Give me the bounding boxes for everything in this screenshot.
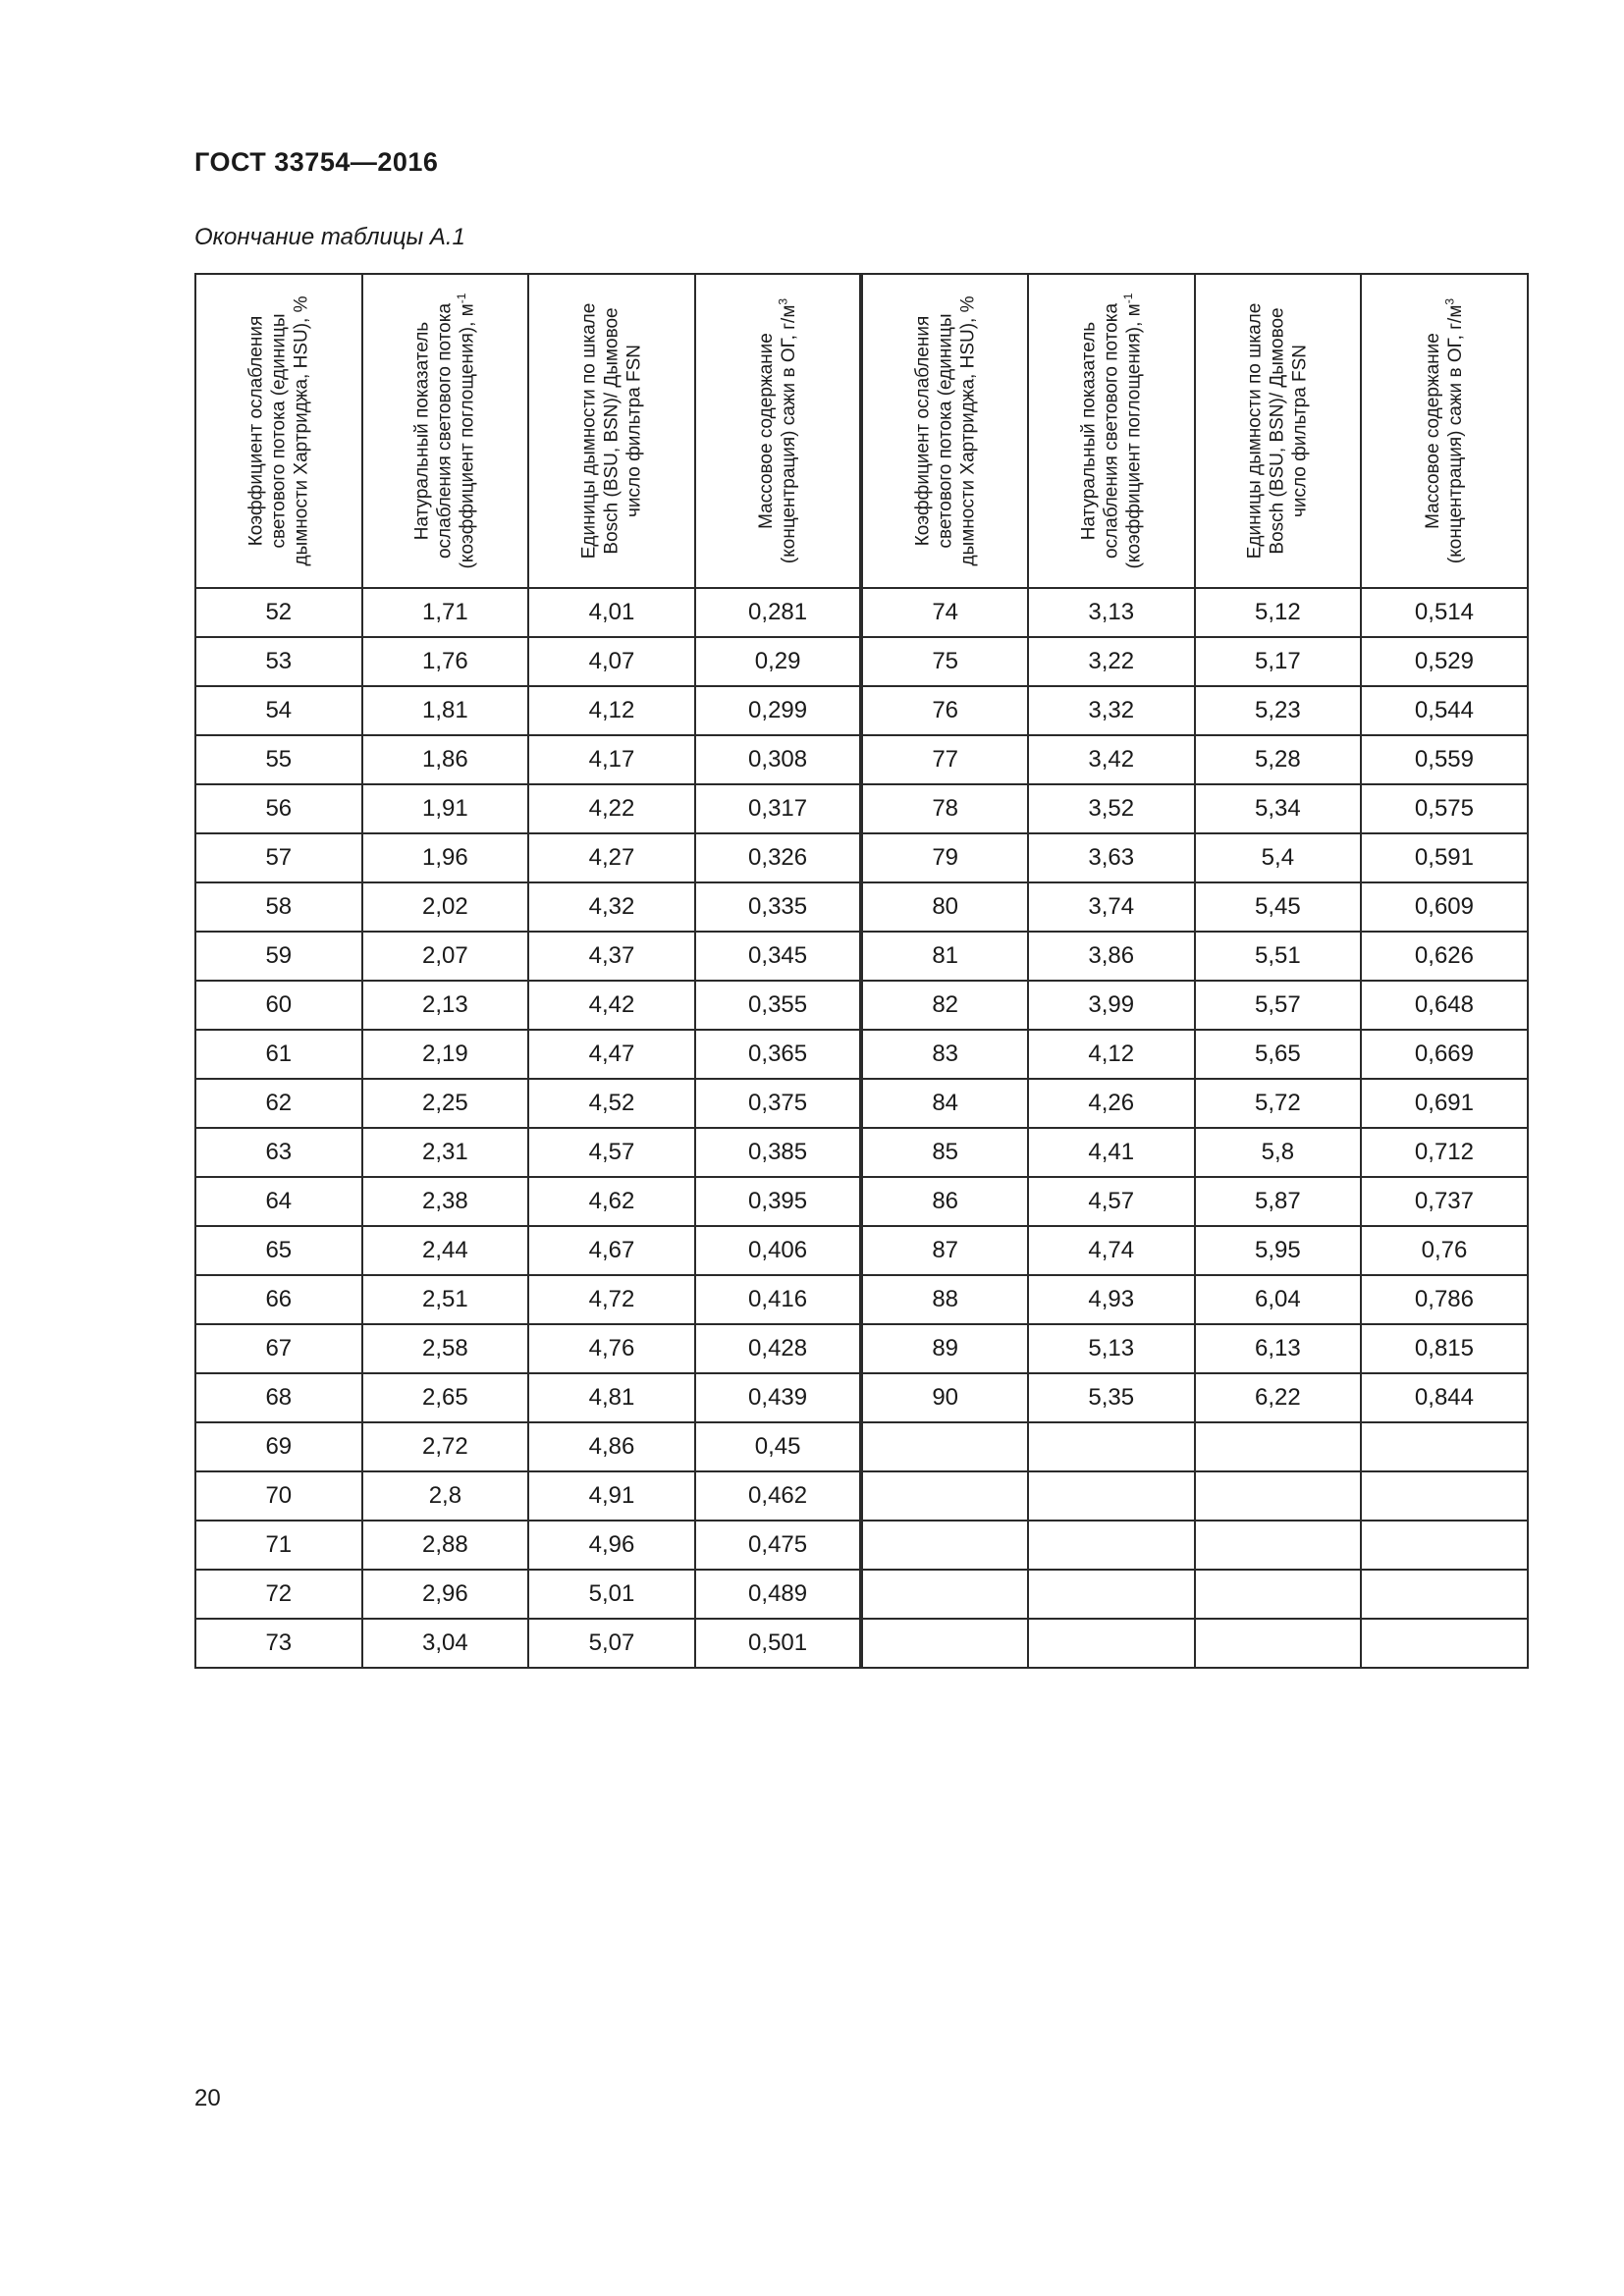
table-cell: 1,96 xyxy=(362,833,529,882)
table-cell xyxy=(1195,1570,1362,1619)
table-cell xyxy=(1028,1521,1195,1570)
column-header xyxy=(1195,274,1362,588)
table-cell: 3,86 xyxy=(1028,932,1195,981)
table-row xyxy=(195,1177,1528,1226)
table-cell: 2,19 xyxy=(362,1030,529,1079)
table-cell: 0,365 xyxy=(695,1030,862,1079)
table-cell: 2,13 xyxy=(362,981,529,1030)
table-cell: 3,32 xyxy=(1028,686,1195,735)
table-cell: 6,13 xyxy=(1195,1324,1362,1373)
table-cell: 4,62 xyxy=(528,1177,695,1226)
table-cell: 2,58 xyxy=(362,1324,529,1373)
table-cell: 4,37 xyxy=(528,932,695,981)
table-cell: 0,691 xyxy=(1361,1079,1528,1128)
table-cell: 3,74 xyxy=(1028,882,1195,932)
table-cell: 75 xyxy=(861,637,1028,686)
table-cell: 0,559 xyxy=(1361,735,1528,784)
table-cell: 4,22 xyxy=(528,784,695,833)
table-cell: 0,428 xyxy=(695,1324,862,1373)
table-cell xyxy=(1361,1422,1528,1471)
table-cell: 4,93 xyxy=(1028,1275,1195,1324)
table-cell: 5,34 xyxy=(1195,784,1362,833)
table-cell: 5,72 xyxy=(1195,1079,1362,1128)
table-cell: 2,8 xyxy=(362,1471,529,1521)
table-cell: 87 xyxy=(861,1226,1028,1275)
table-row xyxy=(195,1275,1528,1324)
table-row xyxy=(195,833,1528,882)
table-row xyxy=(195,882,1528,932)
data-table xyxy=(194,273,1529,1669)
table-cell: 3,52 xyxy=(1028,784,1195,833)
column-header-label xyxy=(411,289,479,573)
table-row xyxy=(195,1030,1528,1079)
table-cell xyxy=(1195,1619,1362,1668)
table-cell: 0,815 xyxy=(1361,1324,1528,1373)
table-cell: 4,26 xyxy=(1028,1079,1195,1128)
table-cell: 0,475 xyxy=(695,1521,862,1570)
table-cell xyxy=(1361,1619,1528,1668)
unit-superscript: 3 xyxy=(776,297,790,305)
table-cell: 2,65 xyxy=(362,1373,529,1422)
table-cell: 2,38 xyxy=(362,1177,529,1226)
table-cell: 86 xyxy=(861,1177,1028,1226)
table-cell: 65 xyxy=(195,1226,362,1275)
table-row xyxy=(195,1619,1528,1668)
table-cell: 3,42 xyxy=(1028,735,1195,784)
column-header-text: Натуральный показатель ослабления светового потока (коэффициент поглощения), м xyxy=(411,302,478,569)
table-cell: 0,648 xyxy=(1361,981,1528,1030)
table-cell xyxy=(1195,1521,1362,1570)
table-cell: 53 xyxy=(195,637,362,686)
table-row xyxy=(195,1471,1528,1521)
column-header xyxy=(861,274,1028,588)
table-cell: 62 xyxy=(195,1079,362,1128)
table-cell: 4,12 xyxy=(528,686,695,735)
table-cell: 6,22 xyxy=(1195,1373,1362,1422)
table-cell: 0,45 xyxy=(695,1422,862,1471)
table-row xyxy=(195,588,1528,637)
table-body xyxy=(195,588,1528,1668)
column-header xyxy=(1028,274,1195,588)
table-cell: 3,13 xyxy=(1028,588,1195,637)
table-cell: 2,31 xyxy=(362,1128,529,1177)
column-header xyxy=(1361,274,1528,588)
column-header xyxy=(695,274,862,588)
table-row xyxy=(195,1226,1528,1275)
table-cell: 0,786 xyxy=(1361,1275,1528,1324)
table-cell xyxy=(1195,1422,1362,1471)
table-cell: 54 xyxy=(195,686,362,735)
table-cell: 5,12 xyxy=(1195,588,1362,637)
table-cell: 4,12 xyxy=(1028,1030,1195,1079)
table-cell: 0,489 xyxy=(695,1570,862,1619)
table-cell: 4,72 xyxy=(528,1275,695,1324)
table-cell: 83 xyxy=(861,1030,1028,1079)
table-cell: 5,01 xyxy=(528,1570,695,1619)
column-header-text: Единицы дымности по шкале Bosch (BSU, BSN)/ Дымовое число фильтра FSN xyxy=(1244,302,1311,560)
table-cell: 56 xyxy=(195,784,362,833)
column-header xyxy=(195,274,362,588)
table-cell: 0,544 xyxy=(1361,686,1528,735)
table-row xyxy=(195,1324,1528,1373)
table-cell: 89 xyxy=(861,1324,1028,1373)
table-cell: 0,29 xyxy=(695,637,862,686)
column-header-text: Натуральный показатель ослабления светового потока (коэффициент поглощения), м xyxy=(1078,302,1145,569)
table-cell: 3,99 xyxy=(1028,981,1195,1030)
table-cell: 58 xyxy=(195,882,362,932)
table-cell: 2,88 xyxy=(362,1521,529,1570)
table-cell: 74 xyxy=(861,588,1028,637)
column-header xyxy=(528,274,695,588)
table-cell: 5,57 xyxy=(1195,981,1362,1030)
table-cell: 0,737 xyxy=(1361,1177,1528,1226)
table-cell: 70 xyxy=(195,1471,362,1521)
table-cell: 0,529 xyxy=(1361,637,1528,686)
table-cell: 0,501 xyxy=(695,1619,862,1668)
table-cell: 0,317 xyxy=(695,784,862,833)
table-cell: 0,308 xyxy=(695,735,862,784)
unit-superscript: -1 xyxy=(1120,293,1135,304)
table-cell: 0,844 xyxy=(1361,1373,1528,1422)
table-cell: 4,42 xyxy=(528,981,695,1030)
table-cell xyxy=(861,1570,1028,1619)
table-cell: 6,04 xyxy=(1195,1275,1362,1324)
table-row xyxy=(195,981,1528,1030)
table-cell xyxy=(1361,1521,1528,1570)
table-cell: 2,25 xyxy=(362,1079,529,1128)
table-cell: 0,439 xyxy=(695,1373,862,1422)
table-cell xyxy=(1028,1422,1195,1471)
table-cell: 0,355 xyxy=(695,981,862,1030)
table-cell: 59 xyxy=(195,932,362,981)
table-cell: 0,406 xyxy=(695,1226,862,1275)
table-cell: 4,07 xyxy=(528,637,695,686)
table-cell: 0,335 xyxy=(695,882,862,932)
table-row xyxy=(195,1373,1528,1422)
document-title: ГОСТ 33754—2016 xyxy=(194,147,439,177)
table-cell: 1,81 xyxy=(362,686,529,735)
table-row xyxy=(195,1570,1528,1619)
table-cell: 4,41 xyxy=(1028,1128,1195,1177)
table-cell: 66 xyxy=(195,1275,362,1324)
column-header-label xyxy=(755,289,800,573)
table-cell: 64 xyxy=(195,1177,362,1226)
page-number: 20 xyxy=(194,2085,221,2111)
table-row xyxy=(195,637,1528,686)
table-cell: 0,669 xyxy=(1361,1030,1528,1079)
table-caption: Окончание таблицы А.1 xyxy=(194,224,465,250)
table-cell: 0,609 xyxy=(1361,882,1528,932)
table-cell: 0,385 xyxy=(695,1128,862,1177)
table-cell: 0,281 xyxy=(695,588,862,637)
table-cell: 84 xyxy=(861,1079,1028,1128)
column-header-text: Коэффициент ослабления светового потока (единицы дымности Хартриджа, HSU), % xyxy=(912,295,979,566)
table-cell xyxy=(1361,1471,1528,1521)
table-cell: 4,32 xyxy=(528,882,695,932)
table-cell: 1,86 xyxy=(362,735,529,784)
table-cell: 4,27 xyxy=(528,833,695,882)
table-cell: 4,67 xyxy=(528,1226,695,1275)
table-cell: 4,01 xyxy=(528,588,695,637)
table-cell: 4,57 xyxy=(528,1128,695,1177)
table-cell xyxy=(1195,1471,1362,1521)
table-cell: 1,91 xyxy=(362,784,529,833)
table-cell: 79 xyxy=(861,833,1028,882)
table-cell: 4,74 xyxy=(1028,1226,1195,1275)
column-header-label xyxy=(911,289,979,573)
table-cell xyxy=(861,1619,1028,1668)
table-cell: 0,76 xyxy=(1361,1226,1528,1275)
table-cell: 52 xyxy=(195,588,362,637)
table-cell: 1,76 xyxy=(362,637,529,686)
table-cell: 0,591 xyxy=(1361,833,1528,882)
table-cell: 3,04 xyxy=(362,1619,529,1668)
table-row xyxy=(195,1079,1528,1128)
table-cell: 5,28 xyxy=(1195,735,1362,784)
table-row xyxy=(195,686,1528,735)
table-cell xyxy=(861,1422,1028,1471)
table-cell: 0,395 xyxy=(695,1177,862,1226)
table-row xyxy=(195,1128,1528,1177)
table-cell: 2,96 xyxy=(362,1570,529,1619)
table-cell: 5,65 xyxy=(1195,1030,1362,1079)
table-cell: 2,51 xyxy=(362,1275,529,1324)
table-cell: 57 xyxy=(195,833,362,882)
table-cell: 2,02 xyxy=(362,882,529,932)
table-cell: 68 xyxy=(195,1373,362,1422)
table-cell: 0,299 xyxy=(695,686,862,735)
table-cell: 0,462 xyxy=(695,1471,862,1521)
column-header-label xyxy=(244,289,312,573)
header-row xyxy=(195,274,1528,588)
column-header-text: Массовое содержание (концентрация) сажи в ОГ, г/м xyxy=(756,304,800,564)
table-cell xyxy=(861,1471,1028,1521)
table-cell: 5,95 xyxy=(1195,1226,1362,1275)
table-cell: 2,72 xyxy=(362,1422,529,1471)
table-cell: 78 xyxy=(861,784,1028,833)
table-cell: 5,51 xyxy=(1195,932,1362,981)
table-cell: 0,375 xyxy=(695,1079,862,1128)
table-cell: 5,45 xyxy=(1195,882,1362,932)
table-cell xyxy=(861,1521,1028,1570)
table-cell: 4,57 xyxy=(1028,1177,1195,1226)
table-row xyxy=(195,932,1528,981)
table-cell: 69 xyxy=(195,1422,362,1471)
table-cell: 61 xyxy=(195,1030,362,1079)
column-header-label xyxy=(1077,289,1145,573)
table-cell: 80 xyxy=(861,882,1028,932)
table-cell: 4,91 xyxy=(528,1471,695,1521)
table-cell: 72 xyxy=(195,1570,362,1619)
column-header xyxy=(362,274,529,588)
table-cell: 4,96 xyxy=(528,1521,695,1570)
table-cell: 0,575 xyxy=(1361,784,1528,833)
column-header-label xyxy=(577,289,645,573)
unit-superscript: -1 xyxy=(455,293,469,304)
table-row xyxy=(195,784,1528,833)
column-header-label xyxy=(1244,289,1312,573)
table-cell: 2,07 xyxy=(362,932,529,981)
table-cell: 81 xyxy=(861,932,1028,981)
table-cell: 90 xyxy=(861,1373,1028,1422)
table-cell xyxy=(1028,1619,1195,1668)
table-cell: 60 xyxy=(195,981,362,1030)
table-cell: 5,35 xyxy=(1028,1373,1195,1422)
table-cell: 67 xyxy=(195,1324,362,1373)
table-cell: 5,8 xyxy=(1195,1128,1362,1177)
table-cell: 5,07 xyxy=(528,1619,695,1668)
table-cell: 3,63 xyxy=(1028,833,1195,882)
table-cell: 4,47 xyxy=(528,1030,695,1079)
unit-superscript: 3 xyxy=(1442,297,1457,305)
table-cell xyxy=(1028,1471,1195,1521)
table-cell: 3,22 xyxy=(1028,637,1195,686)
table-cell xyxy=(1361,1570,1528,1619)
table-cell: 71 xyxy=(195,1521,362,1570)
table-cell: 82 xyxy=(861,981,1028,1030)
column-header-label xyxy=(1422,289,1467,573)
column-header-text: Массовое содержание (концентрация) сажи в ОГ, г/м xyxy=(1422,304,1466,564)
table-cell: 76 xyxy=(861,686,1028,735)
table-cell xyxy=(1028,1570,1195,1619)
table-row xyxy=(195,1521,1528,1570)
table-cell: 5,87 xyxy=(1195,1177,1362,1226)
table-row xyxy=(195,735,1528,784)
table-cell: 0,416 xyxy=(695,1275,862,1324)
table-row xyxy=(195,1422,1528,1471)
table-cell: 4,81 xyxy=(528,1373,695,1422)
table-cell: 5,13 xyxy=(1028,1324,1195,1373)
table-cell: 77 xyxy=(861,735,1028,784)
table-cell: 0,514 xyxy=(1361,588,1528,637)
table-cell: 4,17 xyxy=(528,735,695,784)
table-cell: 0,345 xyxy=(695,932,862,981)
table-cell: 73 xyxy=(195,1619,362,1668)
table-cell: 0,326 xyxy=(695,833,862,882)
table-cell: 5,17 xyxy=(1195,637,1362,686)
table-cell: 5,23 xyxy=(1195,686,1362,735)
table-cell: 88 xyxy=(861,1275,1028,1324)
table-cell: 4,76 xyxy=(528,1324,695,1373)
table-cell: 55 xyxy=(195,735,362,784)
table-cell: 2,44 xyxy=(362,1226,529,1275)
table-cell: 1,71 xyxy=(362,588,529,637)
table-cell: 0,626 xyxy=(1361,932,1528,981)
table-cell: 0,712 xyxy=(1361,1128,1528,1177)
table-cell: 4,52 xyxy=(528,1079,695,1128)
table-cell: 5,4 xyxy=(1195,833,1362,882)
table-cell: 85 xyxy=(861,1128,1028,1177)
column-header-text: Коэффициент ослабления светового потока (единицы дымности Хартриджа, HSU), % xyxy=(245,295,312,566)
column-header-text: Единицы дымности по шкале Bosch (BSU, BSN)/ Дымовое число фильтра FSN xyxy=(578,302,645,560)
table-cell: 4,86 xyxy=(528,1422,695,1471)
table-cell: 63 xyxy=(195,1128,362,1177)
